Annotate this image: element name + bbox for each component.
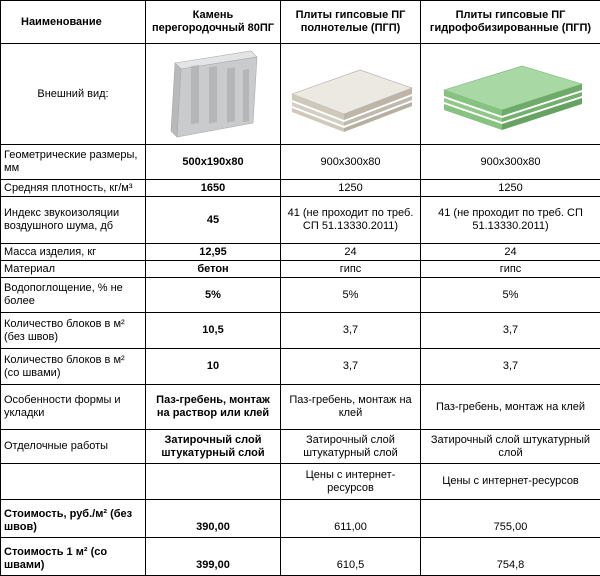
cost-no-seams-v3: 755,00: [421, 500, 600, 538]
row-prices-source: [1, 464, 600, 500]
geometry-label: Геометрические размеры, мм: [1, 145, 146, 180]
shape-v2: Паз-гребень, монтаж на клей: [281, 385, 421, 430]
geometry-v1: 500x190x80: [146, 145, 281, 180]
cost-seams-v1: 399,00: [146, 538, 281, 576]
sound-v3: 41 (не проходит по треб. СП 51.13330.2011): [421, 197, 600, 244]
row-cost-no-seams: [1, 500, 600, 538]
water-label: Водопоглощение, % не более: [1, 278, 146, 313]
blocks-seams-v3: 3,7: [421, 349, 600, 385]
row-shape: [1, 385, 600, 430]
shape-label: Особенности формы и укладки: [1, 385, 146, 430]
green-board-image: [421, 44, 600, 145]
appearance-label: Внешний вид:: [1, 44, 146, 145]
material-v3: гипс: [421, 261, 600, 278]
prices-src-v3: Цены с интернет-ресурсов: [421, 464, 600, 500]
header-name: Наименование: [1, 1, 146, 44]
row-blocks-seams: [1, 349, 600, 385]
density-v3: 1250: [421, 180, 600, 197]
mass-label: Масса изделия, кг: [1, 244, 146, 261]
material-label: Материал: [1, 261, 146, 278]
cost-no-seams-label: Стоимость, руб./м² (без швов): [1, 500, 146, 538]
density-v1: 1650: [146, 180, 281, 197]
density-v2: 1250: [281, 180, 421, 197]
cost-seams-v3: 754,8: [421, 538, 600, 576]
row-geometry: [1, 145, 600, 180]
geometry-v2: 900x300x80: [281, 145, 421, 180]
blocks-seams-v1: 10: [146, 349, 281, 385]
row-finishing: [1, 430, 600, 464]
header-col1: Камень перегородочный 80ПГ: [146, 1, 281, 44]
row-blocks-no-seams: [1, 313, 600, 349]
mass-v1: 12,95: [146, 244, 281, 261]
row-water: [1, 278, 600, 313]
blocks-no-seams-v1: 10,5: [146, 313, 281, 349]
material-v1: бетон: [146, 261, 281, 278]
cost-no-seams-v2: 611,00: [281, 500, 421, 538]
density-label: Средняя плотность, кг/м³: [1, 180, 146, 197]
row-mass: [1, 244, 600, 261]
header-col3: Плиты гипсовые ПГ гидрофобизированные (ПГП): [421, 1, 600, 44]
row-density: [1, 180, 600, 197]
appearance-row: [1, 44, 600, 145]
prices-src-label: [1, 464, 146, 500]
shape-v3: Паз-гребень, монтаж на клей: [421, 385, 600, 430]
row-cost-seams: [1, 538, 600, 576]
sound-v1: 45: [146, 197, 281, 244]
blocks-seams-v2: 3,7: [281, 349, 421, 385]
mass-v2: 24: [281, 244, 421, 261]
material-v2: гипс: [281, 261, 421, 278]
sound-label: Индекс звукоизоляции воздушного шума, дб: [1, 197, 146, 244]
geometry-v3: 900x300x80: [421, 145, 600, 180]
finishing-v1: Затирочный слой штукатурный слой: [146, 430, 281, 464]
sound-v2: 41 (не проходит по треб. СП 51.13330.2011): [281, 197, 421, 244]
cost-no-seams-v1: 390,00: [146, 500, 281, 538]
concrete-block-image: [146, 44, 281, 145]
water-v2: 5%: [281, 278, 421, 313]
water-v1: 5%: [146, 278, 281, 313]
blocks-no-seams-label: Количество блоков в м² (без швов): [1, 313, 146, 349]
blocks-no-seams-v3: 3,7: [421, 313, 600, 349]
finishing-v3: Затирочный слой штукатурный слой: [421, 430, 600, 464]
finishing-label: Отделочные работы: [1, 430, 146, 464]
header-row: [1, 1, 600, 44]
mass-v3: 24: [421, 244, 600, 261]
header-col2: Плиты гипсовые ПГ полнотелые (ПГП): [281, 1, 421, 44]
row-sound: [1, 197, 600, 244]
water-v3: 5%: [421, 278, 600, 313]
prices-src-v2: Цены с интернет-ресурсов: [281, 464, 421, 500]
cost-seams-v2: 610,5: [281, 538, 421, 576]
shape-v1: Паз-гребень, монтаж на раствор или клей: [146, 385, 281, 430]
blocks-seams-label: Количество блоков в м² (со швами): [1, 349, 146, 385]
blocks-no-seams-v2: 3,7: [281, 313, 421, 349]
gypsum-board-image: [281, 44, 421, 145]
prices-src-v1: [146, 464, 281, 500]
finishing-v2: Затирочный слой штукатурный слой: [281, 430, 421, 464]
row-material: [1, 261, 600, 278]
cost-seams-label: Стоимость 1 м² (со швами): [1, 538, 146, 576]
